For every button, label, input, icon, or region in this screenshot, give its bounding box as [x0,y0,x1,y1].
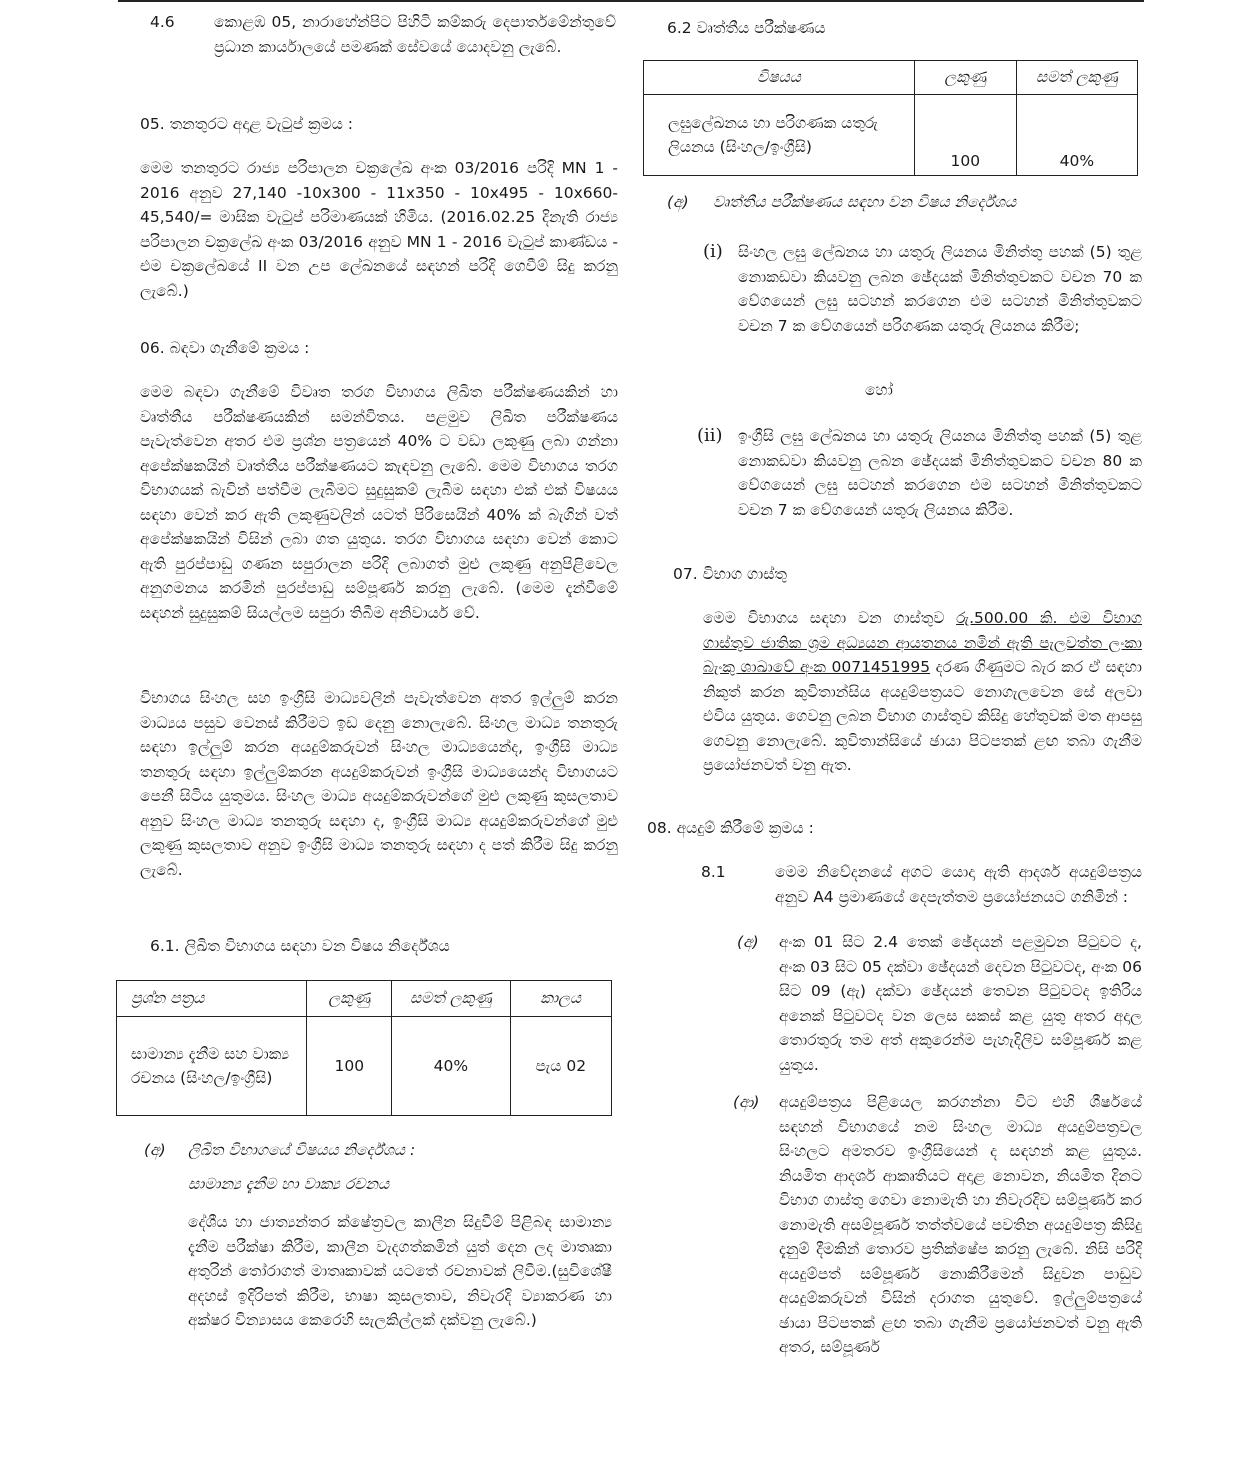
table-header-pass-marks: සමත් ලකුණු [392,981,510,1017]
table-header-subject: විෂයය [644,61,915,95]
item-ii-text: ඉංග්‍රීසි ලඝු ලේඛනය හා යතුරු ලියනය මිනිත්තු පහක් (5) තුළ නොකඩවා කියවනු ලබන ඡේදයක් මිනිත්තුවකට වචන 80 ක වේගයෙන් ලඝු සටහන් කරගෙන එම සටහන් මිනිත්තුවකට වචන 7 ක වේගයෙන් යතුරු ලියනය කිරීම. [738,427,1142,519]
or-text: හෝ [865,381,893,399]
vocational-test-table [643,60,1138,176]
fee-text-end: දරණ ගිණුමට බැර කර ඒ සඳහා නිකුත් කරන කුවිතාන්සිය අයදුම්පත්‍රයට නොගැලවෙන සේ අලවා එවිය යුතුය. ගෙවනු ලබන විභාග ගාස්තුව කිසිදු හේතුවක් මත ආපසු ගෙවනු නොලැබේ. කුවිතාන්සියේ ඡායා පිටපතක් ළඟ තබා ගැනීම ප්‍රයෝජනවත් වනු ඇත. [703,658,1142,774]
section-6-1-sub-title: සාමාන්‍ය දැනීම හා වාක්‍ය රචනය [188,1175,390,1193]
section-4-6-text: කොළඹ 05, නාරාහේන්පිට පිහිටි කම්කරු දෙපාර්තමේන්තුවේ ප්‍රධාන කාර්යාලයේ පමණක් සේවයේ යොදවනු ලැබේ. [214,13,616,56]
item-a-text: අංක 01 සිට 2.4 තෙක් ඡේදයන් පළමුවන පිටුවට ද, අංක 03 සිට 05 දක්වා ඡේදයන් දෙවන පිටුවටද, අංක 06 සිට 09 (ඇ) දක්වා ඡේදයන් තෙවන පිටුවටද ඉතිරිය අනෙක් පිටුවටද වන ලෙස සකස් කළ යුතු අතර අදාල තොරතුරු තම අත් අකුරෙන්ම පැහැදිලිව සම්පූර්ණ කළ යුතුය. [779,933,1142,1074]
table-cell-marks: 100 [914,95,1016,176]
table-cell-pass-marks: 40% [1016,95,1137,176]
section-8-1-number: 8.1 [701,863,726,881]
section-6-2-sub-label: (අ) [667,193,689,211]
table-cell-paper: සාමාන්‍ය දැනීම සහ වාක්‍ය රචනය (සිංහල/ඉංග්‍රීසි) [117,1017,307,1116]
table-cell-subject: ලඝුලේඛනය හා පරිගණක යතුරු ලියනය (සිංහල/ඉංග්‍රීසි) [644,95,915,176]
section-07-paragraph [703,606,1142,778]
section-6-1-sub-heading: ලිඛිත විභාගයේ විෂයය නිර්දේශය : [188,1141,416,1159]
section-06-heading: 06. බඳවා ගැනීමේ ක්‍රමය : [140,339,310,357]
table-row [644,95,1138,176]
table-cell-duration: පැය 02 [510,1017,612,1116]
section-06-paragraph-2: විභාගය සිංහල සහ ඉංග්‍රීසි මාධ්‍යවලින් පැවැත්වෙන අතර ඉල්ලුම් කරන මාධ්‍යය පසුව වෙනස් කිරීමට ඉඩ දෙනු නොලැබේ. සිංහල මාධ්‍ය තනතුරු සඳහා ඉල්ලුම් කරන අයදුම්කරුවන් සිංහල මාධ්‍යයෙන්ද, ඉංග්‍රීසි මාධ්‍ය තනතුරු සඳහා ඉල්ලුම්කරන අයදුම්කරුවන් ඉංග්‍රීසි මාධ්‍යයෙන්ද විභාගයට පෙනී සිටිය යුතුමය. සිංහල මාධ්‍ය අයදුම්කරුවන්ගේ මුළු ලකුණු කුසලතාව අනුව සිංහල මාධ්‍ය තනතුරු සඳහා ද, ඉංග්‍රීසි මාධ්‍ය අයදුම්කරුවන්ගේ මුළු ලකුණු කුසලතාව අනුව ඉංග්‍රීසි මාධ්‍ය තනතුරු සඳහා ද පත් කිරීම සිදු කරනු ලැබේ. [140,689,618,879]
table-header-pass-marks: සමත් ලකුණු [1016,61,1137,95]
written-exam-table [116,980,612,1116]
item-i-label: (i) [703,241,723,262]
section-06-paragraph-1: මෙම බඳවා ගැනීමේ විවෘත තරග විභාගය ලිඛිත පරීක්ෂණයකින් හා වෘත්තීය පරීක්ෂණයකින් සමන්විතය. පළමුව ලිඛිත පරීක්ෂණය පැවැත්වෙන අතර එම ප්‍රශ්න පත්‍රයෙන් 40% ට වඩා ලකුණු ලබා ගන්නා අපේක්ෂකයින් වෘත්තීය පරීක්ෂණයට කැඳවනු ලැබේ. මෙම විභාගය තරග විභාගයක් බැවින් පත්වීම ලැබීමට සුදුසුකම් ලැබීම සඳහා එක් එක් විෂයය සඳහා වෙන් කර ඇති ලකුණුවලින් යටත් පිරිසෙයින් 40% ක් බැගින් වත් අපේක්ෂකයින් විසින් ලබා ගත යුතුය. තරග විභාගය සඳහා වෙන් කොට ඇති පුරප්පාඩු ගණන සපුරාලන පරිදි ලබාගත් මුළු ලකුණු අනුපිළිවෙල අනුගමනය කරමින් පුරප්පාඩු සම්පූර්ණ කරනු ලැබේ. (මෙම දැන්වීමේ සඳහන් සුදුසුකම් සියල්ලම සපුරා තිබීම අනිවාර්ය වේ. [140,383,618,622]
section-6-2-heading: 6.2 වෘත්තීය පරීක්ෂණය [667,19,826,37]
section-05-heading: 05. තනතුරට අදාළ වැටුප් ක්‍රමය : [140,115,354,133]
vocational-table-header [644,61,1138,95]
item-aa-text: අයදුම්පත්‍රය පිළියෙල කරගන්නා විට එහි ශීර්ෂයේ සඳහන් විභාගයේ නම සිංහල මාධ්‍ය අයදුම්පත්‍රවල සිංහලට අමතරව ඉංග්‍රීසියෙන් ද සඳහන් කළ යුතුය. නියමිත ආදර්ශ ආකෘතියට අදාළ නොවන, නියමිත දිනට විභාග ගාස්තු ගෙවා නොමැති හා නිවැරදිව සම්පූර්ණ කර නොමැති අසම්පූර්ණ තත්ත්වයේ පවතින අයදුම්පත්‍ර කිසිදු දැනුම් දීමකින් තොරව ප්‍රතික්ෂේප කරනු ලැබේ. නිසි පරිදි අයදුම්පත් සම්පූර්ණ නොකිරීමෙන් සිදුවන පාඩුව අයදුම්කරුවන් විසින් දරාගත යුතුවේ. ඉල්ලුම්පත්‍රයේ ඡායා පිටපතක් ළඟ තබා ගැනීම ප්‍රයෝජනවත් වනු ඇති අතර, සම්පූර්ණ [779,1093,1142,1356]
table-header-marks: ලකුණු [307,981,392,1017]
table-cell-pass-marks: 40% [392,1017,510,1116]
section-8-1-intro: මෙම නිවේදනයේ අගට යොදා ඇති ආදර්ශ අයදුම්පත්‍රය අනුව A4 ප්‍රමාණයේ දෙපැත්තම ප්‍රයෝජනයට ගනිමින් : [775,863,1142,906]
top-rule [118,0,1144,2]
item-i-text: සිංහල ලඝු ලේඛනය හා යතුරු ලියනය මිනිත්තු පහක් (5) තුළ නොකඩවා කියවනු ලබන ඡේදයක් මිනිත්තුවකට වචන 70 ක වේගයෙන් ලඝු සටහන් කරගෙන එම සටහන් මිනිත්තුවකට වචන 7 ක වේගයෙන් පරිගණක යතුරු ලියනය කිරීම; [738,243,1142,335]
fee-text-start: මෙම විභාගය සඳහා වන ගාස්තුව [703,609,957,627]
table-header-duration: කාලය [510,981,612,1017]
item-ii-label: (ii) [697,425,723,446]
section-6-1-sub-paragraph: දේශීය හා ජාත්‍යන්තර ක්ෂේත්‍රවල කාලීන සිදුවීම් පිළිබඳ සාමාන්‍ය දැනීම පරීක්ෂා කිරීම, කාලීන වැදගත්කමින් යුත් දෙන ලද මාතෘකා අතුරින් තෝරාගත් මාතෘකාවක් යටතේ රචනාවක් ලිවීම.(සුවිශේෂී අදහස් ඉදිරිපත් කිරීම, භාෂා කුසලතාව, නිවැරදි ව්‍යාකරණ හා අක්ෂර වින්‍යාසය කෙරෙහි සැලකිල්ලක් දක්වනු ලැබේ.) [188,1213,612,1329]
section-05-paragraph: මෙම තනතුරට රාජ්‍ය පරිපාලන චක්‍රලේඛ අංක 03/2016 පරිදි MN 1 - 2016 අනුව 27,140 -10x300 - 11x350 - 10x495 - 10x660- 45,540/= මාසික වැටුප් පරිමාණයක් හිමිය. (2016.02.25 දිනැති රාජ්‍ය පරිපාලන චක්‍රලේඛ අංක 03/2016 අනුව MN 1 - 2016 වැටුප් කාණ්ඩය - එම චක්‍රලේඛයේ II වන උප ලේඛනයේ සඳහන් පරිදි ගෙවීම් සිදු කරනු ලැබේ.) [140,159,618,300]
item-aa-label: (ආ) [733,1093,760,1111]
written-exam-table-header [117,981,612,1017]
table-row [117,1017,612,1116]
section-6-2-sub-heading: වෘත්තීය පරීක්ෂණය සඳහා වන විෂය නිර්දේශය [713,193,1017,211]
section-4-6-number: 4.6 [150,13,175,31]
item-a-label: (අ) [737,933,759,951]
table-header-marks: ලකුණු [914,61,1016,95]
section-07-heading: 07. විභාග ගාස්තු [673,565,787,583]
section-08-heading: 08. අයදුම් කිරීමේ ක්‍රමය : [647,819,814,837]
table-cell-marks: 100 [307,1017,392,1116]
section-6-1-heading: 6.1. ලිඛිත විභාගය සඳහා වන විෂය නිර්දේශය [150,937,450,955]
section-6-1-sub-label: (අ) [144,1141,166,1159]
table-header-paper: ප්‍රශ්න පත්‍රය [117,981,307,1017]
fee-bank-details: රු.500.00 කි. එම විභාග ගාස්තුව ජාතික ශ්‍රම අධ්‍යයන ආයතනය නමින් ඇති පැලවත්ත ලංකා බැංකු ශාඛාවේ අංක 0071451995 [703,609,1142,676]
